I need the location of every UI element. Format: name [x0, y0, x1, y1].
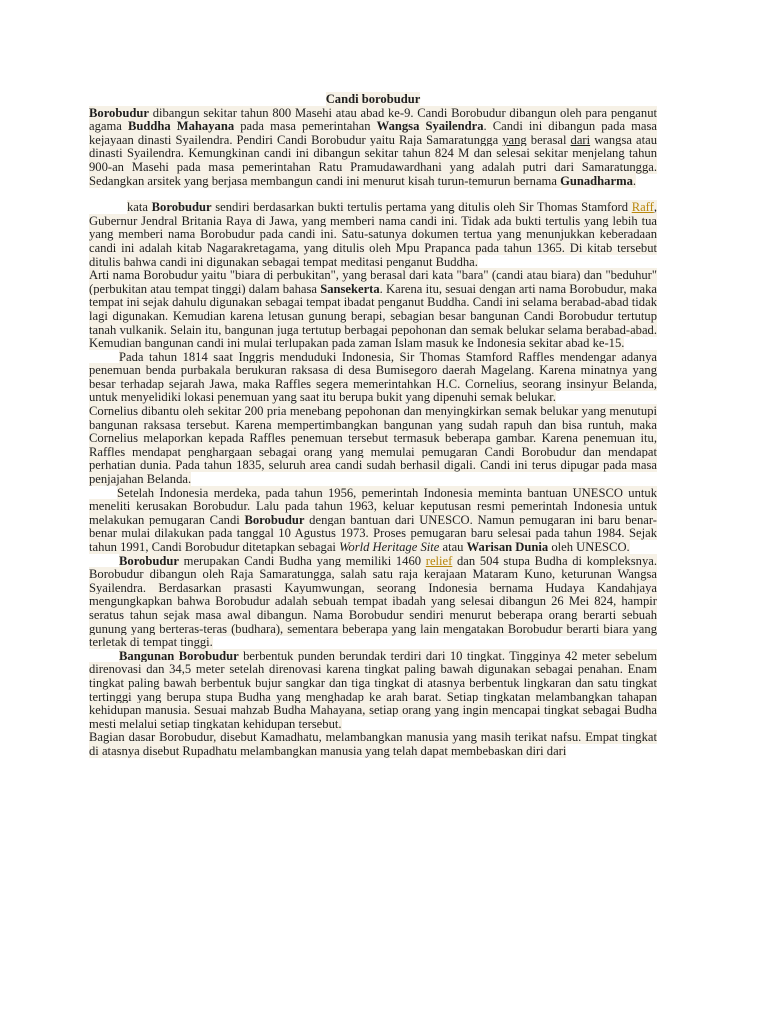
paragraph-restoration: Setelah Indonesia merdeka, pada tahun 1956, pemerintah Indonesia meminta bantuan UNESCO untuk meneliti kerusakan Borobudur. Lalu pada tahun 1963, keluar keputusan resmi pemerintah Indonesia untuk melakukan pemugaran Candi Borobudur dengan bantuan dari UNESCO. Namun pemugaran ini baru benar-benar mulai dilakukan pada tanggal 10 Agustus 1973. Proses pemugaran baru selesai pada tahun 1984. Sejak tahun 1991, Candi Borobudur ditetapkan sebagai World Heritage Site atau Warisan Dunia oleh UNESCO.: [89, 485, 657, 554]
bold-term: Wangsa Syailendra: [376, 119, 484, 134]
document-title: Candi borobudur: [325, 92, 421, 106]
bold-term: Gunadharma: [560, 173, 633, 188]
document-page: [89, 93, 657, 759]
underlined-word: yang: [502, 132, 527, 147]
raffles-link[interactable]: Raff: [631, 200, 654, 215]
paragraph-relief: Borobudur merupakan Candi Budha yang memiliki 1460 relief dan 504 stupa Budha di kompleksnya. Borobudur dibangun oleh Raja Samaratungga, salah satu raja kerajaan Mataram Kuno, keturunan Wangsa Syailendra. Berdasarkan prasasti Kayumwungan, seorang Indonesia bernama Hudaya Kandahjaya mengungkapkan bahwa Borobudur adalah sebuah tempat ibadah yang selesai dibangun 26 Mei 824, hampir seratus tahun sejak masa awal dibangun. Nama Borobudur sendiri menurut beberapa orang berarti sebuah gunung yang berteras-teras (budhara), sementara beberapa yang lain mengatakan Borobudur berarti biara yang terletak di tempat tinggi.: [89, 553, 658, 650]
bold-term: Borobudur: [119, 553, 179, 568]
paragraph-kamadhatu: Bagian dasar Borobudur, disebut Kamadhatu, melambangkan manusia yang masih terikat nafsu. Empat tingkat di atasnya disebut Rupadhatu melambangkan manusia yang telah dapat membebaskan diri dari: [89, 730, 657, 758]
paragraph-structure: Bangunan Borobudur berbentuk punden berundak terdiri dari 10 tingkat. Tingginya 42 meter sebelum direnovasi dan 34,5 meter setelah direnovasi karena tingkat paling bawah digunakan sebagai penahan. Enam tingkat paling bawah berbentuk bujur sangkar dan tiga tingkat di atasnya berbentuk lingkaran dan satu tingkat tertinggi yang berupa stupa Budha yang menghadap ke arah barat. Setiap tingkatan melambangkan tahapan kehidupan manusia. Sesuai mahzab Budha Mahayana, setiap orang yang ingin mencapai tingkat sebagai Budha mesti melalui setiap tingkatan kehidupan tersebut.: [89, 648, 657, 731]
paragraph-discovery: Pada tahun 1814 saat Inggris menduduki Indonesia, Sir Thomas Stamford Raffles mendengar adanya penemuan benda purbakala berukuran raksasa di desa Bumisegoro daerah Magelang. Karena minatnya yang besar terhadap sejarah Jawa, maka Raffles segera memerintahkan H.C. Cornelius, seorang insinyur Belanda, untuk menyelidiki lokasi penemuan yang saat itu berupa bukit yang dipenuhi semak belukar.: [89, 349, 657, 405]
paragraph-meaning: Arti nama Borobudur yaitu "biara di perbukitan", yang berasal dari kata "bara" (candi atau biara) dan "beduhur" (perbukitan atau tempat tinggi) dalam bahasa Sansekerta. Karena itu, sesuai dengan arti nama Borobudur, maka tempat ini sejak dahulu digunakan sebagai tempat ibadat penganut Buddha. Candi ini selama berabad-abad tidak lagi digunakan. Kemudian karena letusan gunung berapi, sebagian besar bangunan Candi Borobudur tertutup tanah vulkanik. Selain itu, bangunan juga tertutup berbagai pepohonan dan semak belukar selama berabad-abad. Kemudian bangunan candi ini mulai terlupakan pada zaman Islam masuk ke Indonesia sekitar abad ke-15.: [89, 268, 657, 351]
bold-term: Borobudur: [151, 200, 212, 215]
underlined-word: dari: [570, 132, 591, 147]
paragraph-intro: Borobudur dibangun sekitar tahun 800 Masehi atau abad ke-9. Candi Borobudur dibangun oleh para penganut agama Buddha Mahayana pada masa pemerintahan Wangsa Syailendra. Candi ini dibangun pada masa kejayaan dinasti Syailendra. Pendiri Candi Borobudur yaitu Raja Samaratungga yang berasal dari wangsa atau dinasti Syailendra. Kemungkinan candi ini dibangun sekitar tahun 824 M dan selesai sekitar menjelang tahun 900-an Masehi pada masa pemerintahan Ratu Pramudawardhani yang adalah putri dari Samaratungga. Sedangkan arsitek yang berjasa membangun candi ini menurut kisah turun-temurun bernama Gunadharma.: [89, 105, 657, 188]
bold-term: Sansekerta: [320, 281, 380, 296]
bold-term: Bangunan Borobudur: [119, 648, 239, 663]
italic-term: World Heritage Site: [339, 540, 440, 554]
paragraph-cornelius: Cornelius dibantu oleh sekitar 200 pria menebang pepohonan dan menyingkirkan semak belukar yang menutupi bangunan raksasa tersebut. Karena mempertimbangkan bangunan yang sudah rapuh dan bisa runtuh, maka Cornelius melaporkan kepada Raffles penemuan tersebut termasuk beberapa gambar. Karena penemuan itu, Raffles mendapat penghargaan sebagai orang yang memulai pemugaran Candi Borobudur dan mendapat perhatian dunia. Pada tahun 1835, seluruh area candi sudah berhasil digali. Candi ini terus dipugar pada masa penjajahan Belanda.: [89, 404, 657, 487]
relief-link[interactable]: relief: [425, 553, 453, 568]
paragraph-name-origin: kata Borobudur sendiri berdasarkan bukti tertulis pertama yang ditulis oleh Sir Thomas Stamford Raff, Gubernur Jendral Britania Raya di Jawa, yang memberi nama candi ini. Tidak ada bukti tertulis yang lebih tua yang memberi nama Borobudur pada candi ini. Satu-satunya dokumen tertua yang menunjukkan keberadaan candi ini adalah kitab Nagarakretagama, yang ditulis oleh Mpu Prapanca pada tahun 1365. Di kitab tersebut ditulis bahwa candi ini digunakan sebagai tempat meditasi penganut Buddha.: [89, 200, 657, 269]
bold-term: Borobudur: [89, 105, 149, 120]
bold-term: Buddha Mahayana: [127, 119, 235, 134]
bold-term: Warisan Dunia: [466, 540, 549, 554]
bold-term: Borobudur: [244, 512, 305, 527]
